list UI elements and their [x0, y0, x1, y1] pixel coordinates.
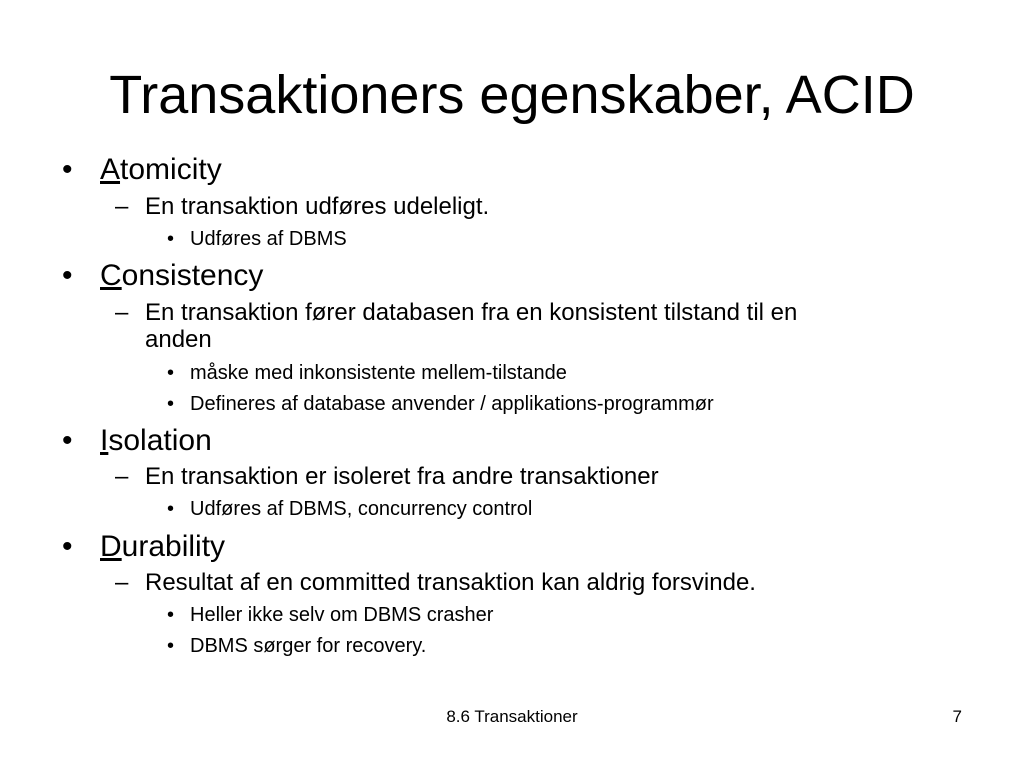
- bullet-marker: •: [167, 393, 175, 415]
- bullet-marker: •: [167, 498, 175, 520]
- acid-item-durability: [100, 529, 225, 565]
- sub-point: Resultat af en committed transaktion kan aldrig forsvinde.: [145, 569, 756, 596]
- sub-point: En transaktion er isoleret fra andre transaktioner: [145, 463, 659, 490]
- bullet-marker: •: [62, 259, 73, 292]
- detail-point: DBMS sørger for recovery.: [190, 635, 427, 657]
- sub-point: En transaktion udføres udeleligt.: [145, 193, 490, 220]
- detail-point: måske med inkonsistente mellem-tilstande: [190, 362, 567, 384]
- detail-point: Defineres af database anvender / applikations-programmør: [190, 393, 714, 415]
- detail-point: Udføres af DBMS, concurrency control: [190, 498, 533, 520]
- bullet-marker: •: [167, 604, 175, 626]
- acid-initial: A: [100, 153, 121, 186]
- bullet-marker: •: [167, 228, 175, 250]
- sub-point-line-2: anden: [145, 326, 212, 353]
- detail-point: Heller ikke selv om DBMS crasher: [190, 604, 494, 626]
- acid-term-rest: urability: [121, 530, 226, 563]
- acid-term-rest: tomicity: [120, 153, 222, 186]
- footer-section-title: 8.6 Transaktioner: [446, 707, 578, 726]
- detail-point: Udføres af DBMS: [190, 228, 347, 250]
- dash-marker: –: [115, 463, 129, 490]
- bullet-marker: •: [167, 362, 175, 384]
- sub-point-line-1: En transaktion fører databasen fra en konsistent tilstand til en: [145, 299, 798, 326]
- acid-item-consistency: [100, 258, 263, 294]
- acid-item-isolation: [100, 423, 212, 459]
- bullet-marker: •: [167, 635, 175, 657]
- acid-initial: C: [100, 259, 122, 292]
- acid-term-rest: solation: [108, 424, 212, 457]
- bullet-marker: •: [62, 530, 73, 563]
- acid-item-atomicity: [100, 152, 222, 188]
- bullet-marker: •: [62, 424, 73, 457]
- acid-initial: I: [100, 424, 109, 457]
- acid-initial: D: [100, 530, 122, 563]
- slide-title: Transaktioners egenskaber, ACID: [109, 65, 915, 125]
- dash-marker: –: [115, 569, 129, 596]
- dash-marker: –: [115, 299, 129, 326]
- dash-marker: –: [115, 193, 129, 220]
- acid-term-rest: onsistency: [121, 259, 264, 292]
- bullet-marker: •: [62, 153, 73, 186]
- slide-number: 7: [952, 707, 962, 726]
